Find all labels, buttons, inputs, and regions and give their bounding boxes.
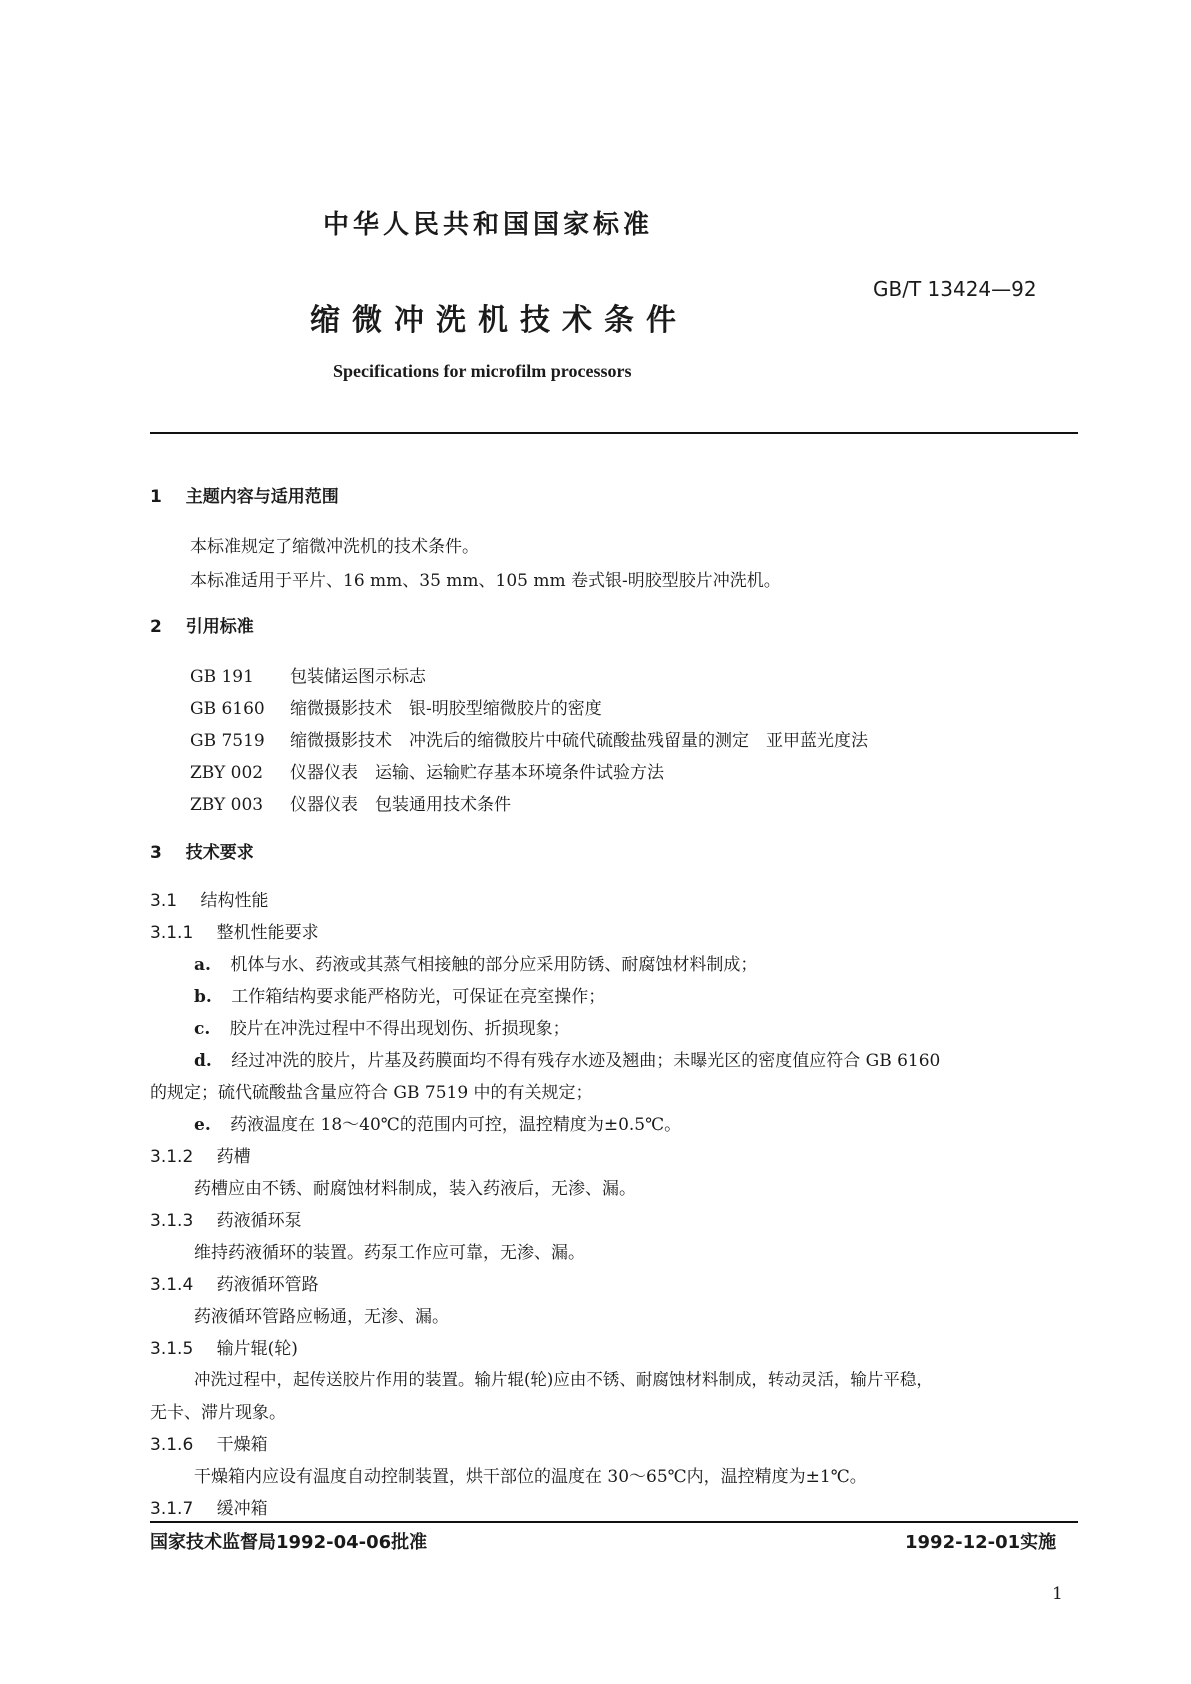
subsection-title: 药液循环管路 — [216, 1275, 319, 1295]
reference-code: GB 191 — [190, 667, 254, 687]
section-title: 引用标准 — [185, 617, 254, 637]
subsection-number: 3.1.1 — [150, 923, 194, 943]
section-title: 主题内容与适用范围 — [185, 487, 339, 507]
page-number: 1 — [1052, 1584, 1063, 1604]
subsection-number: 3.1.7 — [150, 1499, 194, 1519]
approval-date: 国家技术监督局1992-04-06批准 — [150, 1532, 428, 1553]
paragraph-continuation: 无卡、滞片现象。 — [150, 1403, 286, 1423]
standard-title-english: Specifications for microfilm processors — [333, 361, 632, 381]
reference-item — [190, 662, 426, 687]
paragraph: 药液循环管路应畅通，无渗、漏。 — [194, 1307, 449, 1327]
subsection-title: 干燥箱 — [216, 1435, 268, 1455]
subsection-3-1-5-heading — [150, 1334, 298, 1359]
list-item-text: 工作箱结构要求能严格防光，可保证在亮室操作； — [231, 987, 606, 1007]
reference-code: GB 6160 — [190, 699, 265, 719]
reference-item — [190, 790, 511, 815]
subsection-3-1-4-heading — [150, 1270, 319, 1295]
list-item-text: 机体与水、药液或其蒸气相接触的部分应采用防锈、耐腐蚀材料制成； — [230, 955, 758, 975]
subsection-3-1-3-heading — [150, 1206, 302, 1231]
reference-title: 缩微摄影技术 银-明胶型缩微胶片的密度 — [290, 699, 602, 719]
reference-item — [190, 758, 664, 783]
reference-title: 仪器仪表 包装通用技术条件 — [290, 795, 511, 815]
reference-title: 缩微摄影技术 冲洗后的缩微胶片中硫代硫酸盐残留量的测定 亚甲蓝光度法 — [290, 731, 868, 751]
subsection-3-1-6-heading — [150, 1430, 268, 1455]
subsection-3-1-heading — [150, 886, 268, 911]
subsection-3-1-7-heading — [150, 1494, 268, 1519]
section-1-heading — [150, 482, 339, 507]
reference-code: ZBY 002 — [190, 763, 264, 783]
list-item-label: c. — [194, 1019, 211, 1039]
paragraph: 本标准规定了缩微冲洗机的技术条件。 — [190, 537, 479, 557]
standard-code: GB/T 13424—92 — [873, 277, 1037, 301]
list-item — [194, 1046, 940, 1071]
section-title: 技术要求 — [185, 843, 254, 863]
subsection-3-1-1-heading — [150, 918, 319, 943]
list-item — [194, 1110, 681, 1135]
implementation-date: 1992-12-01实施 — [905, 1532, 1057, 1553]
subsection-title: 结构性能 — [200, 891, 269, 911]
footer-divider — [150, 1521, 1078, 1523]
subsection-number: 3.1.4 — [150, 1275, 194, 1295]
section-2-heading — [150, 612, 254, 637]
subsection-3-1-2-heading — [150, 1142, 251, 1167]
paragraph: 本标准适用于平片、16 mm、35 mm、105 mm 卷式银-明胶型胶片冲洗机。 — [190, 571, 781, 591]
list-item-label: e. — [194, 1115, 211, 1135]
list-item-text: 胶片在冲洗过程中不得出现划伤、折损现象； — [229, 1019, 570, 1039]
list-item-label: d. — [194, 1051, 212, 1071]
section-number: 2 — [150, 617, 162, 637]
section-number: 1 — [150, 487, 162, 507]
reference-title: 包装储运图示标志 — [290, 667, 426, 687]
paragraph: 冲洗过程中，起传送胶片作用的装置。输片辊(轮)应由不锈、耐腐蚀材料制成，转动灵活，输片平稳， — [194, 1370, 933, 1389]
reference-item — [190, 726, 868, 751]
reference-code: ZBY 003 — [190, 795, 264, 815]
list-item-text: 药液温度在 18～40℃的范围内可控，温控精度为±0.5℃。 — [230, 1115, 682, 1135]
subsection-title: 药槽 — [216, 1147, 251, 1167]
standard-org-title: 中华人民共和国国家标准 — [323, 210, 654, 240]
subsection-number: 3.1 — [150, 891, 178, 911]
paragraph: 药槽应由不锈、耐腐蚀材料制成，装入药液后，无渗、漏。 — [194, 1179, 636, 1199]
list-item-label: b. — [194, 987, 212, 1007]
subsection-title: 整机性能要求 — [216, 923, 319, 943]
header-divider — [150, 432, 1078, 434]
reference-title: 仪器仪表 运输、运输贮存基本环境条件试验方法 — [290, 763, 664, 783]
subsection-title: 缓冲箱 — [216, 1499, 268, 1519]
standard-title: 缩微冲洗机技术条件 — [310, 303, 688, 338]
list-item — [194, 982, 605, 1007]
list-item-text: 经过冲洗的胶片，片基及药膜面均不得有残存水迹及翘曲；未曝光区的密度值应符合 GB 6160 — [231, 1051, 941, 1071]
paragraph: 维持药液循环的装置。药泵工作应可靠，无渗、漏。 — [194, 1243, 585, 1263]
subsection-number: 3.1.2 — [150, 1147, 194, 1167]
section-3-heading — [150, 838, 254, 863]
list-item — [194, 1014, 570, 1039]
subsection-title: 药液循环泵 — [216, 1211, 302, 1231]
section-number: 3 — [150, 843, 162, 863]
subsection-title: 输片辊(轮) — [216, 1339, 298, 1359]
paragraph: 干燥箱内应设有温度自动控制装置，烘干部位的温度在 30～65℃内，温控精度为±1℃。 — [194, 1467, 867, 1487]
list-item — [194, 950, 757, 975]
reference-item — [190, 694, 602, 719]
subsection-number: 3.1.5 — [150, 1339, 194, 1359]
list-item-continuation: 的规定；硫代硫酸盐含量应符合 GB 7519 中的有关规定； — [150, 1083, 593, 1103]
subsection-number: 3.1.3 — [150, 1211, 194, 1231]
reference-code: GB 7519 — [190, 731, 265, 751]
subsection-number: 3.1.6 — [150, 1435, 194, 1455]
list-item-label: a. — [194, 955, 211, 975]
